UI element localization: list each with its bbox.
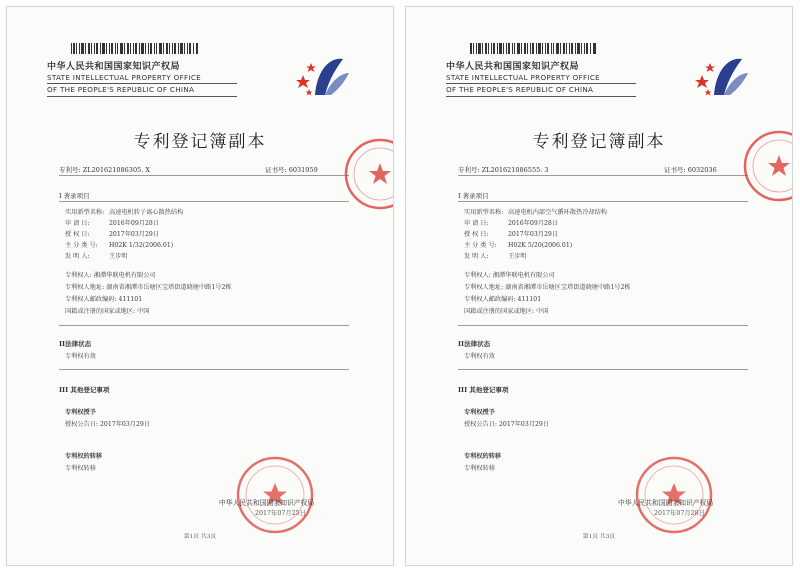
transfer-value: 专利权转移 [65, 465, 96, 472]
field-row: 申 请 日: 2016年09月28日 [464, 220, 559, 227]
divider [458, 325, 748, 326]
grant-date: 授权公告日: 2017年03月29日 [464, 421, 550, 428]
grant-heading: 专利权授予 [65, 409, 96, 416]
field-row: 发 明 人: 王步明 [65, 253, 128, 260]
legal-status-value: 专利权有效 [65, 353, 96, 360]
official-seal-icon [742, 129, 793, 203]
certificate-number: 证书号: 6031959 [265, 166, 318, 174]
office-name-en-line2: OF THE PEOPLE'S REPUBLIC OF CHINA [446, 85, 594, 94]
divider [59, 369, 349, 370]
official-seal-icon [634, 455, 714, 535]
certificate-number: 证书号: 6032036 [664, 166, 717, 174]
header-rule [47, 83, 237, 84]
legal-status-value: 专利权有效 [464, 353, 495, 360]
official-seal-icon [235, 455, 315, 535]
certificate-page-left [6, 6, 394, 566]
patentee-country: 国籍或注册的国家或地区: 中国 [65, 308, 150, 315]
field-row: 申 请 日: 2016年09月28日 [65, 220, 160, 227]
section-legal-status: II法律状态 [59, 340, 92, 348]
divider [59, 201, 349, 202]
transfer-value: 专利权转移 [464, 465, 495, 472]
patentee-country: 国籍或注册的国家或地区: 中国 [464, 308, 549, 315]
divider [458, 175, 748, 176]
issue-date: 2017年07月28日 [654, 510, 705, 517]
field-row: 授 权 日: 2017年03月29日 [65, 231, 160, 238]
divider [458, 369, 748, 370]
patent-number: 专利号: ZL201621086305. X [59, 166, 150, 174]
document-title: 专利登记簿副本 [133, 132, 267, 152]
office-name-en-line2: OF THE PEOPLE'S REPUBLIC OF CHINA [47, 85, 195, 94]
sipo-logo-icon [295, 51, 351, 99]
office-name-en-line1: STATE INTELLECTUAL PROPERTY OFFICE [446, 73, 601, 82]
divider [59, 325, 349, 326]
field-row: 发 明 人: 王步明 [464, 253, 527, 260]
divider [59, 175, 349, 176]
official-seal-icon [343, 137, 394, 211]
field-row: 主 分 类 号: H02K 1/32(2006.01) [65, 242, 174, 249]
office-name-en-line1: STATE INTELLECTUAL PROPERTY OFFICE [47, 73, 202, 82]
office-name-cn: 中华人民共和国国家知识产权局 [446, 62, 580, 72]
patent-number: 专利号: ZL201621086555. 3 [458, 166, 549, 174]
patentee-address: 专利权人地址: 湖南省湘潭市岳塘区宝塔街道晓塘中路1号2栋 [65, 284, 232, 291]
patentee-postcode: 专利权人邮政编码: 411101 [464, 296, 542, 303]
divider [458, 201, 748, 202]
barcode-icon [71, 43, 199, 54]
header-rule [446, 83, 636, 84]
page-number: 第1页 共3页 [582, 534, 616, 540]
certificate-page-right [405, 6, 793, 566]
section-other-records: III 其他登记事项 [59, 386, 110, 394]
transfer-heading: 专利权的转移 [65, 453, 103, 460]
issue-date: 2017年07月25日 [255, 510, 306, 517]
grant-heading: 专利权授予 [464, 409, 495, 416]
field-row: 授 权 日: 2017年03月29日 [464, 231, 559, 238]
patentee: 专利权人: 湘潭华联电机有限公司 [65, 272, 156, 279]
issuing-authority: 中华人民共和国国家知识产权局 [219, 499, 315, 507]
section-bibliographic: I 著录项目 [458, 192, 489, 200]
patentee-address: 专利权人地址: 湖南省湘潭市岳塘区宝塔街道晓塘中路1号2栋 [464, 284, 631, 291]
patentee-postcode: 专利权人邮政编码: 411101 [65, 296, 143, 303]
section-legal-status: II法律状态 [458, 340, 491, 348]
section-bibliographic: I 著录项目 [59, 192, 90, 200]
page-number: 第1页 共3页 [183, 534, 217, 540]
barcode-icon [470, 43, 598, 54]
issuing-authority: 中华人民共和国国家知识产权局 [618, 499, 714, 507]
patentee: 专利权人: 湘潭华联电机有限公司 [464, 272, 555, 279]
field-row: 实用新型名称: 高速电机转子离心散热结构 [65, 209, 184, 216]
field-row: 主 分 类 号: H02K 5/20(2006.01) [464, 242, 573, 249]
document-title: 专利登记簿副本 [532, 132, 666, 152]
section-other-records: III 其他登记事项 [458, 386, 509, 394]
grant-date: 授权公告日: 2017年03月29日 [65, 421, 151, 428]
field-row: 实用新型名称: 高速电机内部空气循环散热冷却结构 [464, 209, 607, 216]
header-rule [47, 96, 237, 97]
transfer-heading: 专利权的转移 [464, 453, 502, 460]
office-name-cn: 中华人民共和国国家知识产权局 [47, 62, 181, 72]
header-rule [446, 96, 636, 97]
sipo-logo-icon [694, 51, 750, 99]
